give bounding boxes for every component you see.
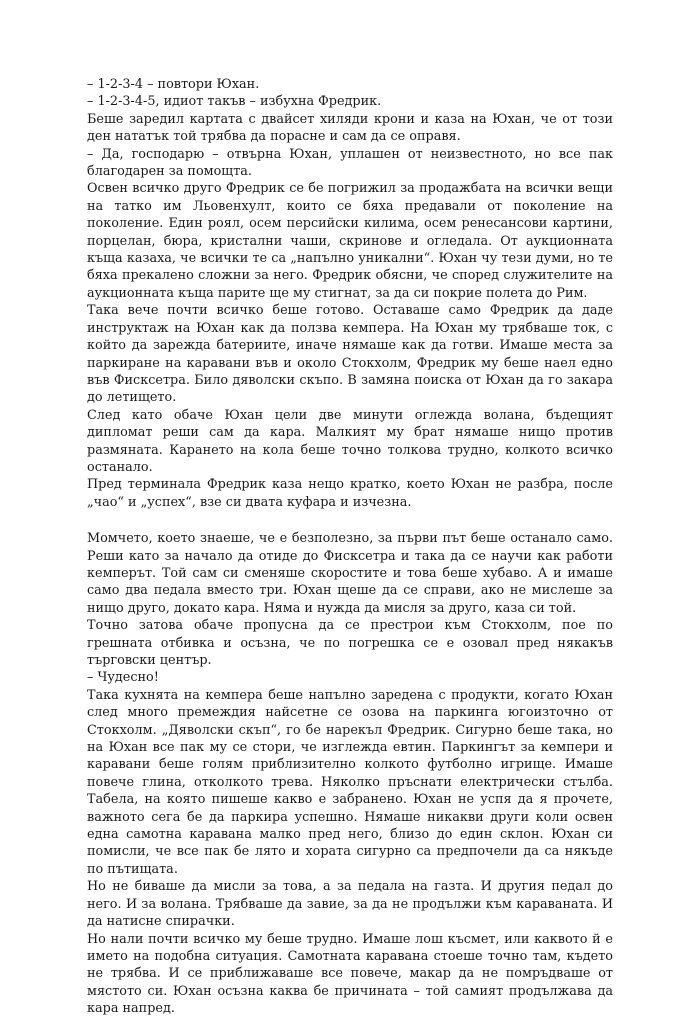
paragraph: – Чудесно! xyxy=(87,670,159,686)
section-break xyxy=(87,511,613,530)
document-page xyxy=(87,76,613,1018)
paragraph: – 1-2-3-4-5, идиот такъв – избухна Фредрик. xyxy=(87,94,382,110)
paragraph: – Да, господарю – отвърна Юхан, уплашен от неизвестното, но все пак благодарен за помощта. xyxy=(87,146,613,180)
paragraph: Така вече почти всичко беше готово. Оставаше само Фредрик да даде инструктаж на Юхан как да ползва кемпера. На Юхан му трябваше ток, с който да зарежда батериите, иначе нямаше как да готви. Имаше места за паркиране на каравани във и около Стокхолм, Фредрик му беше нaел едно във Фисксетра. Било дяволски скъпо. В замяна поиска от Юхан да го закара до летището. xyxy=(87,303,613,406)
paragraph: Но нали почти всичко му беше трудно. Имаше лош късмет, или каквото й е името на подобна ситуация. Самотната каравана стоеше точно там, където не трябва. И се приближаваше все повече, макар да не помръдваше от мястото си. Юхан осъзна каква бе причината – той самият продължава да кара напред. xyxy=(87,931,613,1017)
paragraph: След като обаче Юхан цели две минути оглежда волана, бъдещият дипломат реши сам да кара. Малкият му брат нямаше нищо против размяната. Карането на кола беше точно толкова трудно, колкото всичко останало. xyxy=(87,407,613,475)
paragraph: Момчето, което знаеше, че е безполезно, за първи път беше останало само. Реши като за начало да отиде до Фисксетра и така да се научи как работи кемперът. Той сам си сменяше скоростите и това беше хубаво. А и имаше само два педала вместо три. Юхан щеше да се справи, ако не мислеше за нищо друго, докато кара. Няма и нужда да мисля за друго, каза си той. xyxy=(87,531,613,616)
paragraph: Пред терминала Фредрик каза нещо кратко, което Юхан не разбра, после „чао“ и „успех“, взе си двата куфара и изчезна. xyxy=(87,477,613,510)
paragraph: Освен всичко друго Фредрик се бе погрижил за продажбата на всички вещи на татко им Льовенхулт, които се бяха предавали от поколение на поколение. Един роял, осем персийски килима, осем ренесансови картини, порцелан, бюра, кристални чаши, скринове и огледала. От аукционната къща казаха, че всички те са „напълно уникални“. Юхан чу тези думи, но те бяха прекалено сложни за него. Фредрик обясни, че според служителите на аукционната къща парите ще му стигнат, за да си покрие полета до Рим. xyxy=(87,181,613,301)
paragraph: Точно затова обаче пропусна да се престрои към Стокхолм, пое по грешната отбивка и осъзна, че по погрешка се е озовал пред някакъв търговски център. xyxy=(87,618,613,668)
paragraph: – 1-2-3-4 – повтори Юхан. xyxy=(87,77,260,92)
paragraph: Но не биваше да мисли за това, а за педала на газта. И другия педал до него. И за волана. Трябваше да завие, за да не продължи към караваната. И да натисне спирачки. xyxy=(87,879,613,930)
paragraph: Така кухнята на кемпера беше напълно заредена с продукти, когато Юхан след много премеждия найсетне се озова на паркинга югоизточно от Стокхолм. „Дяволски скъп“, го бе нарекъл Фредрик. Сигурно беше така, но на Юхан все пак му се стори, че изглежда евтин. Паркингът за кемпери и каравани беше голям приблизително колкото футболно игрище. Имаше повече глина, отколкото трева. Няколко пръснати електрически стълба. Табела, на която пишеше какво е забранено. Юхан не успя да я прочете, важното сега бе да паркира успешно. Нямаше никакви други коли освен една самотна каравана малко пред него, близо до един склон. Юхан си помисли, че все пак бе лято и хората сигурно са предпочели да са някъде по пътищата. xyxy=(87,687,613,877)
paragraph: Беше заредил картата с двайсет хиляди крони и каза на Юхан, че от този ден нататък той трябва да порасне и сам да се оправя. xyxy=(87,111,613,145)
